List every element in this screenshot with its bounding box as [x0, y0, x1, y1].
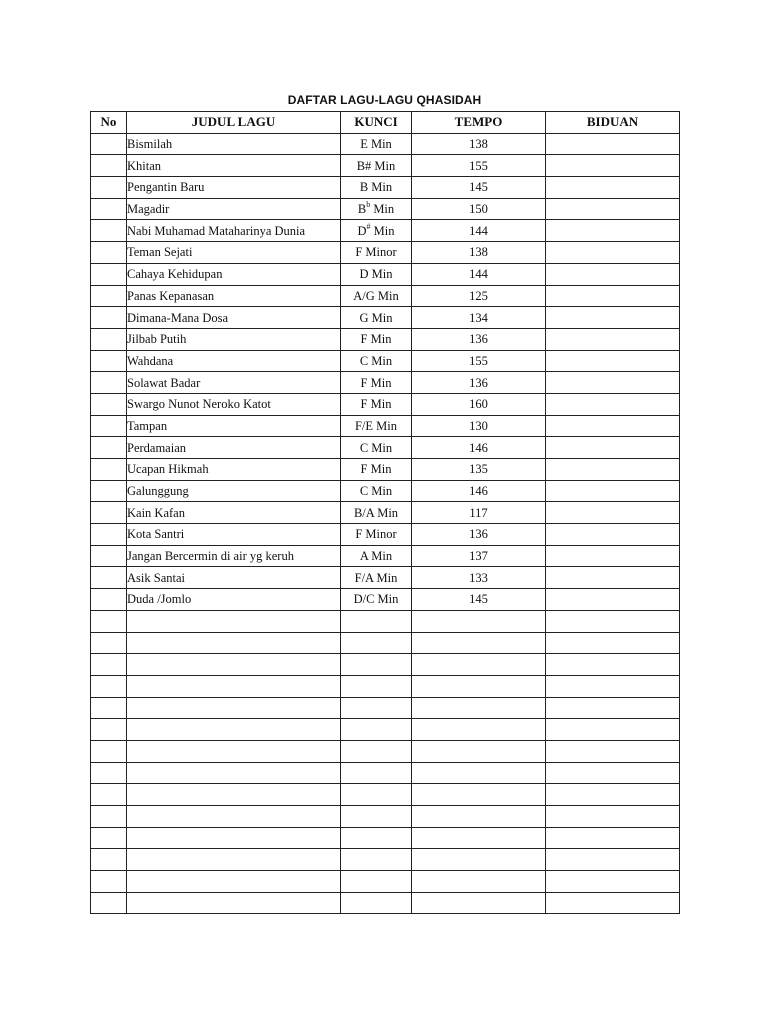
cell-key: C Min	[341, 437, 412, 459]
cell-key	[341, 632, 412, 654]
cell-no	[91, 459, 127, 481]
cell-no	[91, 567, 127, 589]
table-row	[91, 784, 680, 806]
table-row	[91, 632, 680, 654]
cell-singer	[546, 198, 680, 220]
cell-song-title: Duda /Jomlo	[127, 589, 341, 611]
cell-song-title: Swargo Nunot Neroko Katot	[127, 393, 341, 415]
cell-no	[91, 155, 127, 177]
cell-song-title: Pengantin Baru	[127, 177, 341, 199]
cell-song-title: Ucapan Hikmah	[127, 459, 341, 481]
cell-singer	[546, 393, 680, 415]
cell-no	[91, 307, 127, 329]
table-row	[91, 524, 680, 546]
cell-song-title	[127, 719, 341, 741]
table-row	[91, 242, 680, 264]
document-title: DAFTAR LAGU-LAGU QHASIDAH	[287, 93, 482, 107]
cell-tempo	[412, 827, 546, 849]
cell-key	[341, 784, 412, 806]
cell-tempo	[412, 892, 546, 914]
cell-tempo	[412, 806, 546, 828]
table-row	[91, 567, 680, 589]
cell-key	[341, 892, 412, 914]
cell-key	[341, 762, 412, 784]
cell-song-title: Wahdana	[127, 350, 341, 372]
key-accidental: b	[366, 199, 371, 209]
cell-key	[341, 654, 412, 676]
cell-no	[91, 133, 127, 155]
table-row	[91, 133, 680, 155]
cell-song-title: Perdamaian	[127, 437, 341, 459]
table-row	[91, 589, 680, 611]
cell-tempo	[412, 610, 546, 632]
table-row	[91, 328, 680, 350]
key-base: B	[357, 202, 367, 217]
cell-no	[91, 827, 127, 849]
cell-song-title	[127, 762, 341, 784]
cell-singer	[546, 675, 680, 697]
cell-singer	[546, 545, 680, 567]
cell-tempo: 160	[412, 393, 546, 415]
cell-no	[91, 328, 127, 350]
cell-tempo	[412, 784, 546, 806]
cell-tempo: 134	[412, 307, 546, 329]
table-row	[91, 220, 680, 242]
cell-song-title: Magadir	[127, 198, 341, 220]
cell-key: A Min	[341, 545, 412, 567]
cell-singer	[546, 524, 680, 546]
cell-tempo: 146	[412, 480, 546, 502]
cell-tempo: 144	[412, 220, 546, 242]
cell-song-title: Teman Sejati	[127, 242, 341, 264]
cell-tempo: 133	[412, 567, 546, 589]
cell-tempo	[412, 849, 546, 871]
cell-singer	[546, 610, 680, 632]
cell-no	[91, 632, 127, 654]
cell-tempo: 138	[412, 133, 546, 155]
table-row	[91, 697, 680, 719]
cell-singer	[546, 263, 680, 285]
cell-no	[91, 177, 127, 199]
key-mode: Min	[370, 202, 395, 217]
cell-key: F Min	[341, 372, 412, 394]
cell-key: F Min	[341, 328, 412, 350]
cell-no	[91, 415, 127, 437]
cell-tempo	[412, 762, 546, 784]
table-row	[91, 502, 680, 524]
cell-song-title	[127, 784, 341, 806]
table-row	[91, 545, 680, 567]
table-header-row	[91, 112, 680, 134]
cell-song-title: Tampan	[127, 415, 341, 437]
cell-song-title	[127, 806, 341, 828]
cell-singer	[546, 372, 680, 394]
cell-song-title	[127, 740, 341, 762]
cell-singer	[546, 459, 680, 481]
cell-key: B/A Min	[341, 502, 412, 524]
cell-singer	[546, 307, 680, 329]
cell-singer	[546, 654, 680, 676]
cell-song-title: Jilbab Putih	[127, 328, 341, 350]
table-row	[91, 393, 680, 415]
cell-tempo	[412, 675, 546, 697]
cell-song-title: Panas Kepanasan	[127, 285, 341, 307]
cell-song-title: Solawat Badar	[127, 372, 341, 394]
cell-song-title	[127, 892, 341, 914]
cell-key: F/A Min	[341, 567, 412, 589]
cell-song-title	[127, 610, 341, 632]
cell-key	[341, 806, 412, 828]
table-row	[91, 762, 680, 784]
cell-song-title	[127, 654, 341, 676]
cell-song-title: Bismilah	[127, 133, 341, 155]
cell-song-title: Dimana-Mana Dosa	[127, 307, 341, 329]
cell-key: F Min	[341, 393, 412, 415]
cell-no	[91, 198, 127, 220]
cell-song-title	[127, 871, 341, 893]
table-row	[91, 827, 680, 849]
cell-singer	[546, 285, 680, 307]
cell-song-title	[127, 849, 341, 871]
cell-song-title: Khitan	[127, 155, 341, 177]
cell-key: C Min	[341, 480, 412, 502]
cell-key: D/C Min	[341, 589, 412, 611]
cell-tempo: 136	[412, 524, 546, 546]
key-accidental: #	[366, 221, 371, 231]
cell-singer	[546, 740, 680, 762]
cell-key: G Min	[341, 307, 412, 329]
table-row	[91, 459, 680, 481]
cell-key	[341, 827, 412, 849]
table-row	[91, 285, 680, 307]
cell-singer	[546, 350, 680, 372]
cell-singer	[546, 892, 680, 914]
cell-key	[341, 849, 412, 871]
cell-singer	[546, 871, 680, 893]
table-row	[91, 740, 680, 762]
cell-no	[91, 871, 127, 893]
header-tempo: TEMPO	[412, 112, 546, 134]
cell-singer	[546, 697, 680, 719]
key-base: D	[357, 223, 367, 238]
header-key: KUNCI	[341, 112, 412, 134]
cell-singer	[546, 806, 680, 828]
cell-no	[91, 393, 127, 415]
cell-no	[91, 524, 127, 546]
cell-singer	[546, 849, 680, 871]
table-row	[91, 892, 680, 914]
cell-key	[341, 719, 412, 741]
cell-singer	[546, 177, 680, 199]
cell-song-title: Jangan Bercermin di air yg keruh	[127, 545, 341, 567]
cell-key: E Min	[341, 133, 412, 155]
cell-key: C Min	[341, 350, 412, 372]
cell-no	[91, 740, 127, 762]
table-row	[91, 849, 680, 871]
cell-no	[91, 545, 127, 567]
cell-tempo: 130	[412, 415, 546, 437]
cell-no	[91, 675, 127, 697]
cell-key: F Minor	[341, 524, 412, 546]
header-song-title: JUDUL LAGU	[127, 112, 341, 134]
cell-key: B# Min	[341, 155, 412, 177]
cell-song-title	[127, 697, 341, 719]
song-rows	[91, 133, 680, 914]
header-singer: BIDUAN	[546, 112, 680, 134]
cell-tempo: 146	[412, 437, 546, 459]
cell-singer	[546, 502, 680, 524]
key-mode: Min	[370, 223, 395, 238]
cell-singer	[546, 242, 680, 264]
table-row	[91, 372, 680, 394]
cell-tempo: 144	[412, 263, 546, 285]
table-row	[91, 871, 680, 893]
cell-song-title: Asik Santai	[127, 567, 341, 589]
table-row	[91, 806, 680, 828]
cell-song-title	[127, 632, 341, 654]
table-row	[91, 350, 680, 372]
cell-no	[91, 762, 127, 784]
cell-no	[91, 285, 127, 307]
cell-no	[91, 654, 127, 676]
cell-tempo: 145	[412, 177, 546, 199]
cell-singer	[546, 133, 680, 155]
cell-key	[341, 198, 412, 220]
cell-tempo: 136	[412, 328, 546, 350]
cell-song-title: Kain Kafan	[127, 502, 341, 524]
cell-tempo: 117	[412, 502, 546, 524]
cell-singer	[546, 632, 680, 654]
song-list-table	[90, 111, 680, 914]
cell-song-title: Cahaya Kehidupan	[127, 263, 341, 285]
cell-singer	[546, 155, 680, 177]
cell-no	[91, 697, 127, 719]
cell-singer	[546, 415, 680, 437]
header-no: No	[91, 112, 127, 134]
cell-tempo: 125	[412, 285, 546, 307]
cell-key	[341, 871, 412, 893]
cell-key: F Minor	[341, 242, 412, 264]
table-row	[91, 437, 680, 459]
cell-no	[91, 849, 127, 871]
cell-song-title	[127, 675, 341, 697]
cell-tempo	[412, 697, 546, 719]
cell-key: F Min	[341, 459, 412, 481]
cell-key	[341, 610, 412, 632]
cell-singer	[546, 719, 680, 741]
cell-singer	[546, 567, 680, 589]
cell-singer	[546, 589, 680, 611]
cell-no	[91, 263, 127, 285]
cell-tempo: 155	[412, 350, 546, 372]
cell-no	[91, 220, 127, 242]
cell-song-title	[127, 827, 341, 849]
cell-tempo	[412, 654, 546, 676]
cell-key: B Min	[341, 177, 412, 199]
table-row	[91, 263, 680, 285]
cell-no	[91, 437, 127, 459]
cell-key	[341, 675, 412, 697]
table-row	[91, 719, 680, 741]
cell-singer	[546, 762, 680, 784]
cell-tempo: 155	[412, 155, 546, 177]
table-row	[91, 675, 680, 697]
cell-no	[91, 350, 127, 372]
cell-tempo: 136	[412, 372, 546, 394]
cell-singer	[546, 437, 680, 459]
cell-no	[91, 480, 127, 502]
cell-key	[341, 220, 412, 242]
table-row	[91, 654, 680, 676]
cell-no	[91, 372, 127, 394]
cell-singer	[546, 827, 680, 849]
cell-tempo: 150	[412, 198, 546, 220]
cell-tempo	[412, 719, 546, 741]
cell-singer	[546, 328, 680, 350]
cell-singer	[546, 784, 680, 806]
cell-tempo	[412, 740, 546, 762]
cell-no	[91, 502, 127, 524]
cell-tempo	[412, 632, 546, 654]
cell-key: D Min	[341, 263, 412, 285]
cell-tempo: 135	[412, 459, 546, 481]
cell-no	[91, 784, 127, 806]
cell-no	[91, 892, 127, 914]
cell-song-title: Nabi Muhamad Mataharinya Dunia	[127, 220, 341, 242]
cell-tempo: 137	[412, 545, 546, 567]
table-row	[91, 415, 680, 437]
cell-no	[91, 589, 127, 611]
cell-singer	[546, 480, 680, 502]
cell-key	[341, 740, 412, 762]
cell-song-title: Galunggung	[127, 480, 341, 502]
cell-no	[91, 242, 127, 264]
cell-no	[91, 719, 127, 741]
table-row	[91, 155, 680, 177]
cell-singer	[546, 220, 680, 242]
table-row	[91, 177, 680, 199]
cell-key: A/G Min	[341, 285, 412, 307]
table-row	[91, 480, 680, 502]
cell-tempo: 138	[412, 242, 546, 264]
cell-key: F/E Min	[341, 415, 412, 437]
cell-key	[341, 697, 412, 719]
cell-no	[91, 610, 127, 632]
table-row	[91, 610, 680, 632]
table-row	[91, 307, 680, 329]
cell-no	[91, 806, 127, 828]
table-row	[91, 198, 680, 220]
cell-song-title: Kota Santri	[127, 524, 341, 546]
cell-tempo: 145	[412, 589, 546, 611]
cell-tempo	[412, 871, 546, 893]
